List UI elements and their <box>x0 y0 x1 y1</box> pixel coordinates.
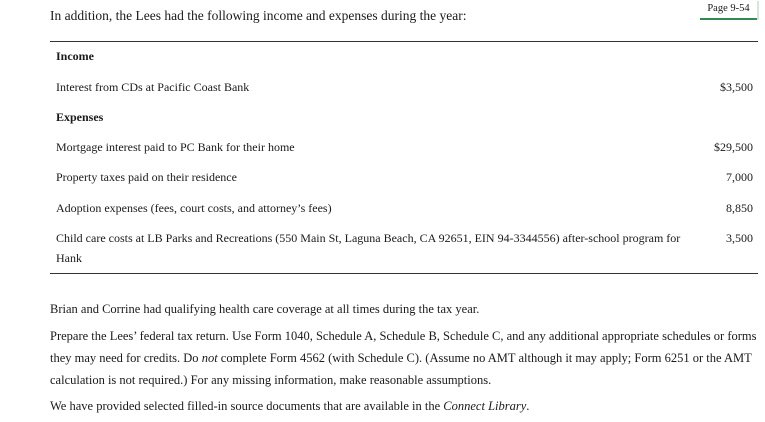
instructions-paragraph <box>50 325 760 391</box>
expense-amount: 8,850 <box>726 201 753 215</box>
page-number: Page 9-54 <box>700 1 757 20</box>
source-text-2: . <box>526 399 530 413</box>
expense-label: Mortgage interest paid to PC Bank for their home <box>56 140 295 154</box>
income-heading: Income <box>56 49 94 63</box>
expense-amount: 3,500 <box>726 231 753 245</box>
income-label: Interest from CDs at Pacific Coast Bank <box>56 80 250 94</box>
income-amount: $3,500 <box>720 80 753 94</box>
instructions-emphasis: not <box>201 351 218 365</box>
source-text-1: We have provided selected filled-in source documents that are available in the <box>50 399 444 413</box>
expense-amount: 7,000 <box>726 170 753 184</box>
table-top-rule <box>50 41 758 42</box>
expense-label: Property taxes paid on their residence <box>56 170 237 184</box>
connect-library-link: Connect Library <box>443 399 527 413</box>
expense-label: Child care costs at LB Parks and Recreations (550 Main St, Laguna Beach, CA 92651, EIN 94-3344556) after-school program for Hank <box>56 231 681 265</box>
coverage-paragraph: Brian and Corrine had qualifying health care coverage at all times during the tax year. <box>50 302 480 316</box>
instructions-text-2: complete Form 4562 (with Schedule C). (Assume no AMT although it may apply; Form 6251 or the AMT calculation is not required.) For any missing information, make reasonable assumptions. <box>50 351 752 387</box>
expense-label: Adoption expenses (fees, court costs, and attorney’s fees) <box>56 201 332 215</box>
instructions-text-1: Prepare the Lees’ federal tax return. Use Form 1040, Schedule A, Schedule B, Schedule C, and any additional appropriate schedules or forms they may need for credits. Do <box>50 329 757 365</box>
expenses-heading: Expenses <box>56 110 104 124</box>
table-bottom-rule <box>50 273 758 274</box>
intro-text: In addition, the Lees had the following income and expenses during the year: <box>50 8 467 23</box>
expense-amount: $29,500 <box>714 140 753 154</box>
source-documents-paragraph <box>50 395 760 417</box>
